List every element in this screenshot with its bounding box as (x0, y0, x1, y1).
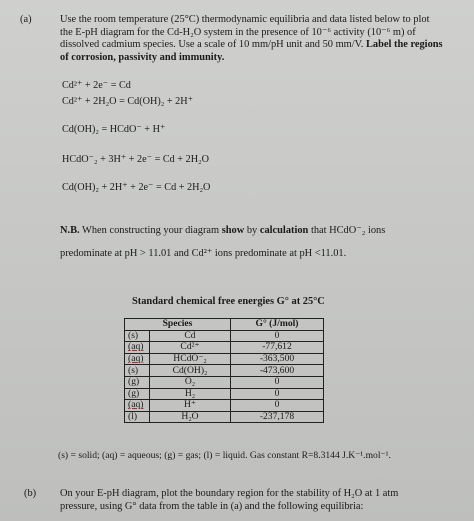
table-row (125, 353, 324, 365)
species-cell: H₂ (150, 388, 231, 400)
intro-line-3 (60, 39, 460, 52)
question-intro (60, 14, 460, 64)
equation-1: Cd²⁺ + 2e⁻ = Cd (62, 80, 131, 91)
part-b-label: (b) (24, 488, 37, 499)
nb-calculation: calculation (259, 225, 309, 236)
phase-cell: (g) (125, 376, 150, 388)
species-cell: Cd²⁺ (150, 342, 231, 354)
part-a-label: (a) (20, 14, 32, 25)
free-energy-table (124, 318, 324, 423)
phase-cell: (g) (125, 388, 150, 400)
table-row (125, 400, 324, 412)
nb-line-1 (60, 225, 460, 238)
g-cell: 0 (231, 388, 324, 400)
nb-text-2: that HCdO⁻₂ ions (308, 225, 386, 236)
intro-line-3-bold: Label the regions (363, 39, 443, 51)
table-row (125, 376, 324, 388)
intro-line-2: the E-pH diagram for the Cd-H₂O system in the presence of 10⁻⁶ activity (10⁻⁶ m) of (60, 26, 416, 38)
intro-line-4: of corrosion, passivity and immunity. (60, 51, 225, 63)
phase-cell: (l) (125, 411, 150, 423)
phase-cell: (aq) (125, 353, 150, 365)
part-b-line-2: pressure, using G° data from the table in (a) and the following equilibria: (60, 500, 364, 512)
part-b-text (60, 488, 468, 513)
equation-2: Cd²⁺ + 2H₂O = Cd(OH)₂ + 2H⁺ (62, 96, 193, 107)
table-row (125, 342, 324, 354)
table-row (125, 330, 324, 342)
intro-line-3-text: dissolved cadmium species. Use a scale of 10 mm/pH unit and 50 mm/V. (60, 39, 364, 51)
equation-3: Cd(OH)₂ = HCdO⁻ + H⁺ (62, 124, 166, 135)
species-cell: HCdO⁻₂ (150, 353, 231, 365)
nb-by: by (244, 225, 260, 236)
table-row (125, 365, 324, 377)
phase-cell: (s) (125, 365, 150, 377)
table-row (125, 411, 324, 423)
g-cell: 0 (231, 376, 324, 388)
equation-5: Cd(OH)₂ + 2H⁺ + 2e⁻ = Cd + 2H₂O (62, 182, 211, 193)
g-cell: -473,600 (231, 365, 324, 377)
species-header: Species (125, 319, 231, 331)
species-cell: Cd(OH)₂ (150, 365, 231, 377)
g-cell: -363,500 (231, 353, 324, 365)
species-cell: O₂ (150, 376, 231, 388)
species-cell: Cd (150, 330, 231, 342)
g-cell: 0 (231, 330, 324, 342)
nb-line-2: predominate at pH > 11.01 and Cd²⁺ ions predominate at pH <11.01. (60, 248, 347, 259)
g-cell: -77,612 (231, 342, 324, 354)
phase-cell: (aq) (125, 342, 150, 354)
g-cell: 0 (231, 400, 324, 412)
table-row (125, 388, 324, 400)
table-header-row (125, 319, 324, 331)
g-header: G° (J/mol) (231, 319, 324, 331)
nb-text-1: When constructing your diagram (79, 225, 222, 236)
intro-line-1: Use the room temperature (25°C) thermodynamic equilibria and data listed below to plot (60, 14, 430, 25)
equation-4: HCdO⁻₂ + 3H⁺ + 2e⁻ = Cd + 2H₂O (62, 154, 209, 165)
phase-cell: (s) (125, 330, 150, 342)
species-cell: H₂O (150, 411, 231, 423)
g-cell: -237,178 (231, 411, 324, 423)
nb-show: show (221, 225, 245, 236)
nb-label: N.B. (60, 225, 80, 236)
part-b-line-1: On your E-pH diagram, plot the boundary region for the stability of H₂O at 1 atm (60, 488, 399, 499)
table-title: Standard chemical free energies G° at 25°C (132, 296, 325, 307)
species-cell: H⁺ (150, 400, 231, 412)
table-legend: (s) = solid; (aq) = aqueous; (g) = gas; (l) = liquid. Gas constant R=8.3144 J.K⁻¹.mol⁻¹. (58, 450, 391, 461)
phase-cell: (aq) (125, 400, 150, 412)
